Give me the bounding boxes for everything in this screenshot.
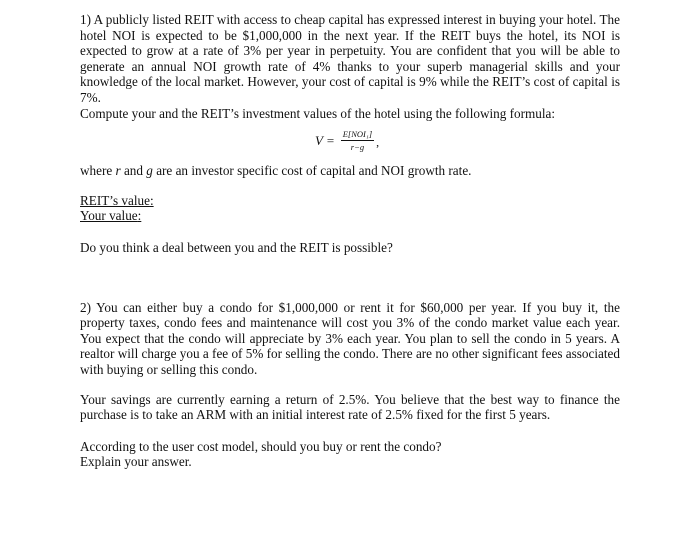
formula-lhs: V = <box>315 132 335 148</box>
q2-question: According to the user cost model, should you buy or rent the condo? <box>80 438 442 454</box>
reit-value-line: REIT’s value: <box>80 192 154 208</box>
formula-numerator: E[NOI₁] <box>342 129 373 140</box>
formula-comma: , <box>376 134 380 149</box>
q2-savings: Your savings are currently earning a return of 2.5%. You believe that the best way to finance the purchase is to take an ARM with an initial interest rate of 2.5% fixed for the first 5 years. <box>80 391 620 423</box>
formula-denominator: r−g <box>350 142 365 153</box>
where-and: and <box>120 163 147 179</box>
where-prefix: where <box>80 163 116 179</box>
where-g: g <box>146 163 153 179</box>
your-value-line: Your value: <box>80 208 142 224</box>
your-value-label: Your value <box>80 208 138 224</box>
q1-intro: 1) A publicly listed REIT with access to cheap capital has expressed interest in buying your hotel. The hotel NOI is expected to be $1,000,000 in the next year. If the REIT buys the hotel, its NOI is expected to grow at a rate of 3% per year in perpetuity. You are confident that you will be able to generate an annual NOI growth rate of 4% thanks to your superb managerial skills and your knowledge of the local market. However, your cost of capital is 9% while the REIT’s cost of capital is 7%. <box>80 12 620 105</box>
deal-question: Do you think a deal between you and the REIT is possible? <box>80 239 393 255</box>
q2-intro: 2) You can either buy a condo for $1,000,000 or rent it for $60,000 per year. If you buy it, the property taxes, condo fees and maintenance will cost you 3% of the condo market value each year. You expect that the condo will appreciate by 3% each year. You plan to sell the condo in 5 years. A realtor will charge you a fee of 5% for selling the condo. There are no other significant fees associated with buying or selling this condo. <box>80 299 620 377</box>
reit-value-label: REIT’s value <box>80 192 150 208</box>
document-page <box>80 12 620 470</box>
formula-row <box>80 129 620 163</box>
where-r: r <box>115 163 121 179</box>
investment-value-formula <box>315 129 379 152</box>
where-suffix: are an investor specific cost of capital and NOI growth rate. <box>152 163 472 179</box>
formula-fraction <box>341 129 374 152</box>
q2-explain: Explain your answer. <box>80 454 192 470</box>
formula-explanation <box>80 163 620 179</box>
q1-compute-instruction: Compute your and the REIT’s investment values of the hotel using the following formula: <box>80 105 556 121</box>
